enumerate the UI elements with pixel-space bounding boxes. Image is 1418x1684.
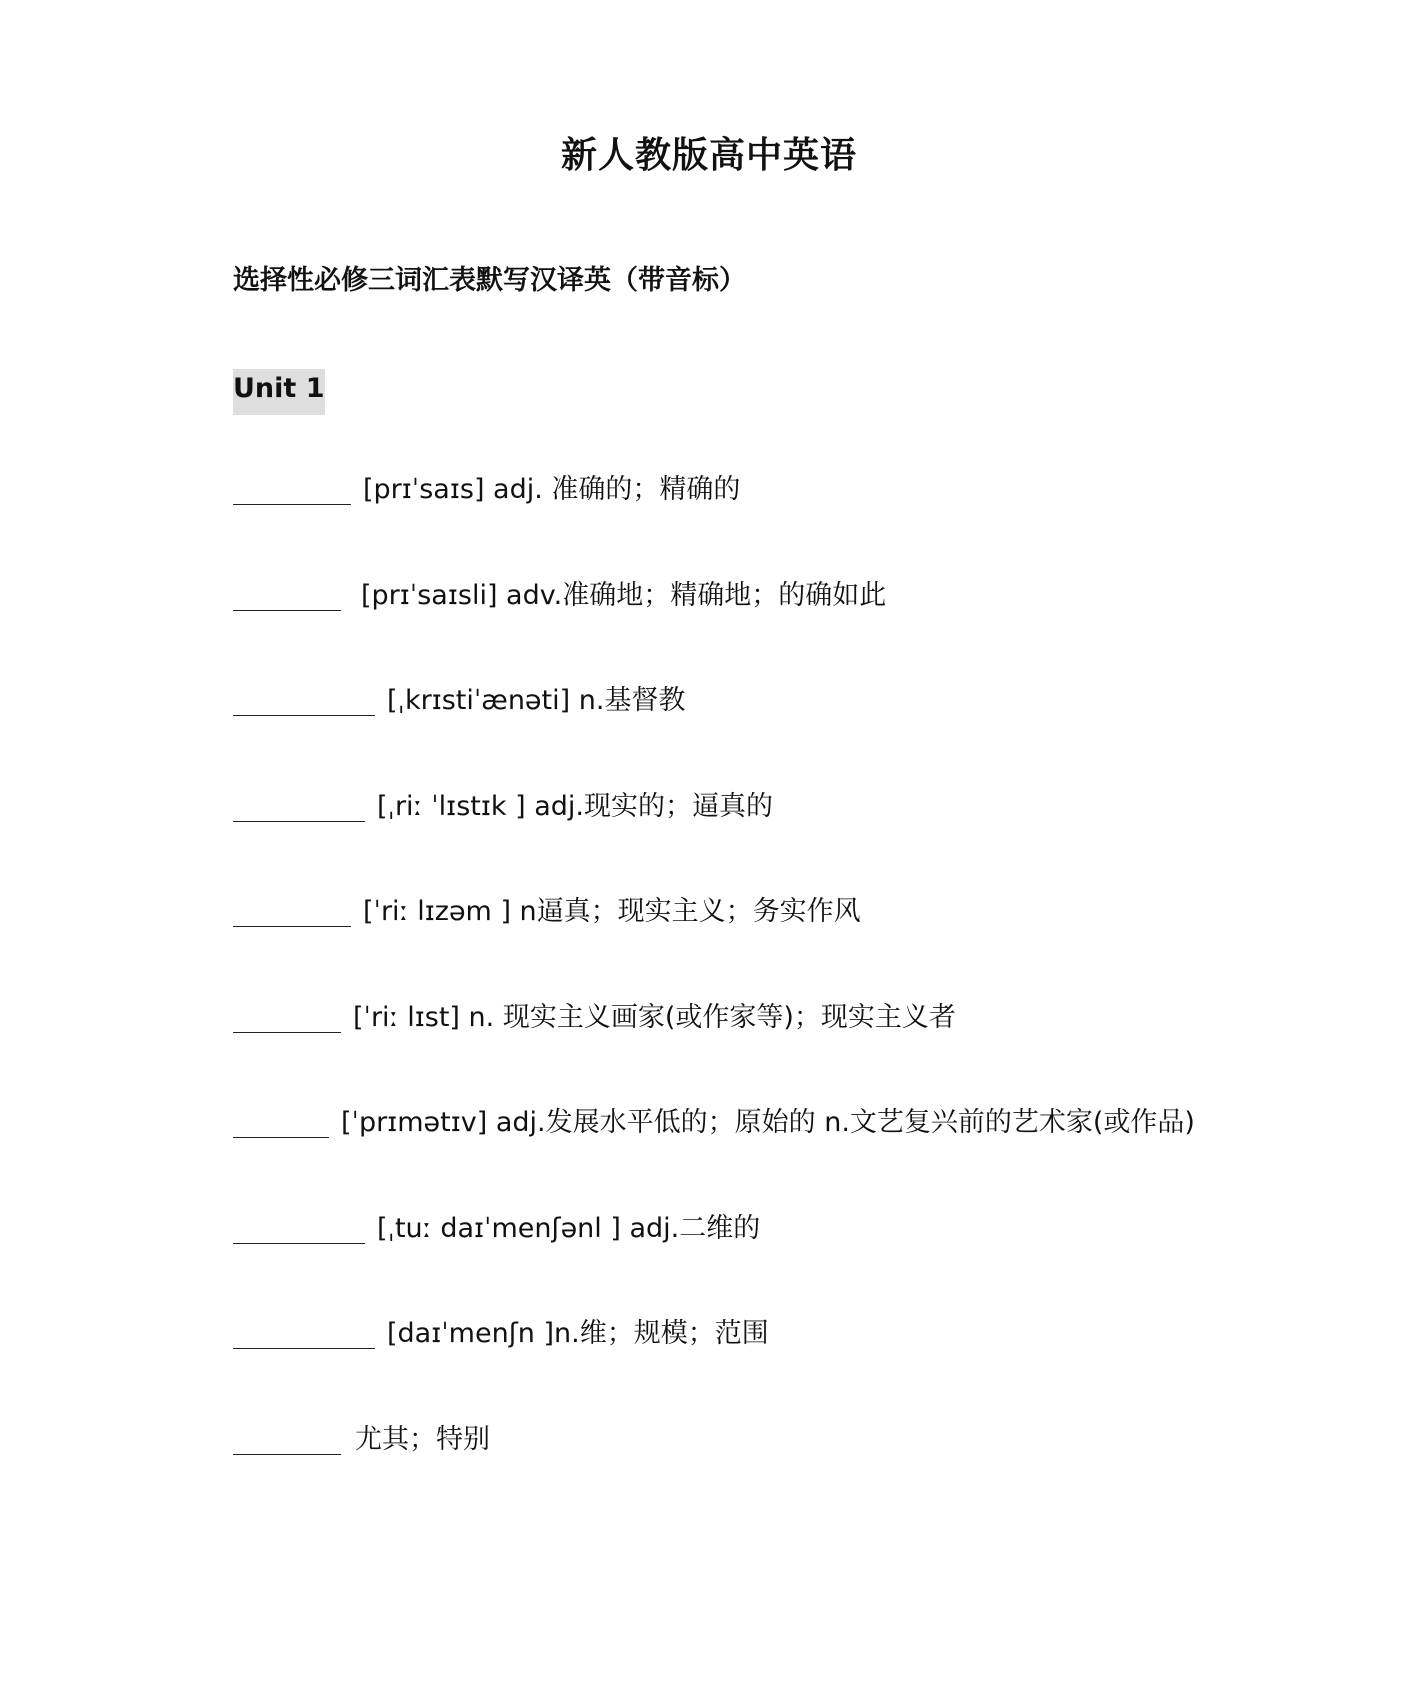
vocab-entry <box>233 1209 1195 1315</box>
answer-blank[interactable] <box>233 892 351 927</box>
entry-text: 尤其；特别 <box>355 1423 490 1455</box>
vocab-entry <box>233 1420 1195 1526</box>
vocab-entry <box>233 1103 1195 1209</box>
unit-heading: Unit 1 <box>233 369 325 415</box>
answer-blank[interactable] <box>233 1209 365 1244</box>
entry-text: [ˈprɪmətɪv] adj.发展水平低的；原始的 n.文艺复兴前的艺术家(或作品) <box>341 1107 1195 1138</box>
vocab-entry <box>233 892 1195 998</box>
answer-blank[interactable] <box>233 681 375 716</box>
vocab-entry <box>233 1314 1195 1420</box>
document-title: 新人教版高中英语 <box>560 135 857 176</box>
answer-blank[interactable] <box>233 998 341 1033</box>
entry-text: [ˌkrɪstiˈænəti] n.基督教 <box>387 685 686 716</box>
vocabulary-list <box>233 470 1195 1525</box>
entry-text: [prɪˈsaɪs] adj. 准确的；精确的 <box>363 474 741 505</box>
answer-blank[interactable] <box>233 470 351 505</box>
entry-text: [daɪˈmenʃn ]n.维；规模；范围 <box>387 1318 769 1349</box>
vocab-entry <box>233 576 1195 682</box>
vocab-entry <box>233 470 1195 576</box>
answer-blank[interactable] <box>233 1420 341 1455</box>
vocab-entry <box>233 681 1195 787</box>
entry-text: [ˈriː lɪst] n. 现实主义画家(或作家等)；现实主义者 <box>353 1001 956 1033</box>
entry-text: [ˌtuː daɪˈmenʃənl ] adj.二维的 <box>377 1212 761 1244</box>
entry-text: [ˈriː lɪzəm ] n逼真；现实主义；务实作风 <box>363 896 861 927</box>
answer-blank[interactable] <box>233 787 365 822</box>
vocab-entry <box>233 998 1195 1104</box>
entry-text: [ˌriː ˈlɪstɪk ] adj.现实的；逼真的 <box>377 790 773 822</box>
document-subtitle: 选择性必修三词汇表默写汉译英（带音标） <box>233 265 746 296</box>
answer-blank[interactable] <box>233 1103 329 1138</box>
entry-text: [prɪˈsaɪsli] adv.准确地；精确地；的确如此 <box>361 579 887 611</box>
answer-blank[interactable] <box>233 576 341 611</box>
answer-blank[interactable] <box>233 1314 375 1349</box>
vocab-entry <box>233 787 1195 893</box>
